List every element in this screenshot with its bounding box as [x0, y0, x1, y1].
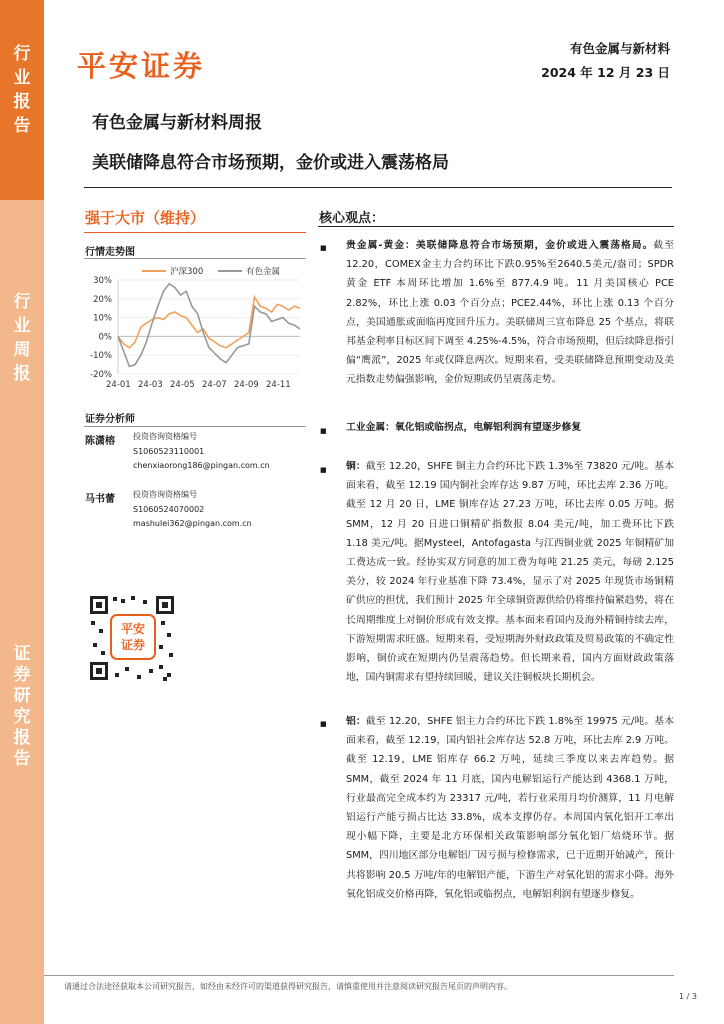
y-tick-label: 10%	[93, 313, 112, 324]
x-tick-label: 24-01	[106, 380, 131, 390]
paragraph-heading: 铝：	[346, 716, 366, 727]
page-number: 1 / 3	[679, 992, 697, 1001]
legend-label: 沪深300	[170, 267, 204, 277]
header-category: 有色金属与新材料	[569, 41, 670, 56]
analysts-divider	[84, 426, 306, 427]
analyst-cert-label: 投资咨询资格编号	[133, 432, 197, 441]
paragraph-aluminum	[346, 712, 674, 904]
x-tick-label: 24-09	[234, 380, 259, 390]
sidebar-char: 报	[13, 364, 31, 384]
chart-section-title: 行情走势图	[85, 247, 135, 258]
market-trend-chart	[84, 260, 308, 396]
x-tick-label: 24-03	[138, 380, 163, 390]
paragraph-copper	[346, 457, 674, 687]
qr-logo-text: 证券	[120, 638, 146, 652]
sidebar-weekly	[0, 200, 44, 642]
analyst-cert-label: 投资咨询资格编号	[133, 490, 197, 499]
sidebar-char: 业	[13, 68, 31, 88]
sidebar-char: 行	[13, 44, 31, 64]
rating: 强于大市（维持）	[85, 209, 206, 227]
sidebar-char: 业	[13, 316, 31, 336]
sidebar-report-type	[0, 0, 44, 200]
sidebar-char: 券	[13, 665, 31, 685]
series-line	[118, 297, 300, 348]
sidebar-char: 研	[13, 686, 31, 706]
analyst-email[interactable]: mashulei362@pingan.com.cn	[133, 519, 252, 528]
paragraph-body: 截至 12.20，SHFE 铜主力合约环比下跌 1.3%至 73820 元/吨。基本面来看，截至 12.19 国内铜社会库存达 9.87 万吨，环比去库 2.36 万吨。截至 12 月 20 日，LME 铜库存达 27.23 万吨，环比去库 0.05 万吨。据 SMM，12 月 20 日进口铜精矿指数报 8.04 美元/吨，加工费环比下跌 1.18 美元/吨。据Mysteel，Antofagasta 与江西铜业就 2025 年铜精矿加工费达成一致。经协实双方同意的加工费为每吨 21.25 美元，每磅 2.125 美分，较 2024 年行业基准下降 73.4%，显示了对 2025 年现货市场铜精矿供应的担忧，我们预计 2025 年全球铜资源供给仍将维持偏紧趋势，将在长周期维度上对铜价形成有效支撑。基本面来看国内及海外精铜持续去库，下游短期需求旺盛。短期来看，受短期海外财政政策及贸易政策的不确定性影响，铜价或在短期内仍呈震荡趋势。但长期来看，国内方面财政政策落地，国内铜需求有望持续回暖，建议关注铜板块长期机会。	[346, 461, 675, 684]
sidebar-char: 究	[13, 707, 31, 727]
core-views-title: 核心观点：	[319, 211, 385, 226]
paragraph-heading: 铜：	[346, 461, 366, 472]
analyst-info	[133, 430, 270, 474]
paragraph-heading: 工业金属：氧化铝或临拐点，电解铝利润有望逐步修复	[346, 422, 582, 433]
analyst-name: 陈潇榕	[85, 436, 115, 447]
paragraph-body: 截至 12.20，SHFE 铝主力合约环比下跌 1.8%至 19975 元/吨。基本面来看，截至 12.19，国内铝社会库存达 52.8 万吨，环比去库 2.9 万吨。截至 12.19，LME 铝库存 66.2 万吨，延续三季度以来去库趋势。据 SMM，截至 2024 年 11 月底，国内电解铝运行产能达到 4368.1 万吨，行业最高完全成本约为 23317 元/吨，若行业采用月均价测算，11 月电解铝运行产能亏损占比达 33.8%，成本支撑仍存。本周国内氧化铝开工率出现小幅下降，主要是北方环保相关政策影响部分氧化铝厂焙烧环节。据 SMM，四川地区部分电解铝厂因亏损与检修需求，已于近期开始减产，预计共将影响 20.5 万吨/年的电解铝产能，下游生产对氧化铝的需求小降。海外氧化铝成交价格再降，氧化铝或临拐点，电解铝利润有望逐步修复。	[346, 716, 675, 900]
x-tick-label: 24-07	[202, 380, 227, 390]
y-tick-label: 0%	[98, 332, 112, 343]
analyst-info	[133, 488, 252, 532]
series-line	[118, 284, 300, 367]
paragraph-heading: 贵金属-黄金：美联储降息符合市场预期，金价或进入震荡格局。	[346, 240, 654, 251]
y-tick-label: -10%	[90, 351, 112, 362]
header-date: 2024 年 12 月 23 日	[541, 65, 670, 80]
y-tick-label: 20%	[93, 294, 112, 305]
rating-divider	[84, 232, 306, 233]
report-subtitle: 美联储降息符合市场预期，金价或进入震荡格局	[92, 153, 449, 173]
chart-divider	[84, 258, 306, 259]
footer-divider	[44, 975, 674, 976]
analyst-cert-code: S1060524070002	[133, 504, 205, 514]
y-tick-label: 30%	[93, 276, 112, 286]
sidebar-char: 报	[13, 92, 31, 112]
sidebar-char: 行	[13, 292, 31, 312]
legend-label: 有色金属	[246, 267, 281, 277]
core-divider	[318, 226, 674, 227]
bullet-icon: ■	[320, 720, 327, 728]
paragraph-gold	[346, 236, 674, 390]
paragraph-body: 截至12.20，COMEX金主力合约环比下跌0.95%至2640.5美元/盎司；SPDR 黄金 ETF 本周环比增加 1.6%至 877.4.9 吨。11 月美国核心 PCE 2.82%，环比上涨 0.03 个百分点；PCE2.44%，环比上涨 0.13 个百分点，美国通胀或面临再度回升压力。美联储周三宣布降息 25 个基点，将联邦基金利率目标区间下调至 4.25%-4.5%，符合市场预期，但后续降息指引偏“鹰派”，2025 年或仅降息两次。短期来看，受美联储降息预期变动及美元指数走势偏强影响，金价短期或仍呈震荡走势。	[346, 240, 675, 386]
qr-logo-text: 平安	[120, 622, 146, 636]
sidebar-char: 告	[13, 116, 31, 136]
qr-code[interactable]	[87, 593, 177, 683]
y-tick-label: -20%	[90, 370, 112, 380]
analyst-email[interactable]: chenxiaorong186@pingan.com.cn	[133, 461, 270, 470]
analysts-section-title: 证券分析师	[85, 414, 135, 425]
title-divider	[84, 187, 672, 188]
report-title: 有色金属与新材料周报	[92, 113, 262, 133]
analyst-cert-code: S1060523110001	[133, 446, 205, 456]
x-tick-label: 24-11	[266, 380, 291, 390]
footer-disclaimer: 请通过合法途径获取本公司研究报告，如经由未经许可的渠道获得研究报告，请慎重使用并注意阅读研究报告尾页的声明内容。	[64, 982, 512, 991]
bullet-icon: ■	[320, 244, 327, 252]
analyst-name: 马书蕾	[85, 494, 115, 505]
sidebar-char: 证	[13, 644, 31, 664]
bullet-icon: ■	[320, 466, 327, 474]
sidebar-char: 告	[13, 749, 31, 769]
sidebar-research	[0, 642, 44, 1024]
sidebar-char: 周	[13, 340, 31, 360]
sidebar-char: 报	[13, 728, 31, 748]
paragraph-industrial-metals	[346, 418, 674, 437]
company-logo: 平安证券	[77, 49, 206, 83]
bullet-icon: ■	[320, 427, 327, 435]
x-tick-label: 24-05	[170, 380, 195, 390]
